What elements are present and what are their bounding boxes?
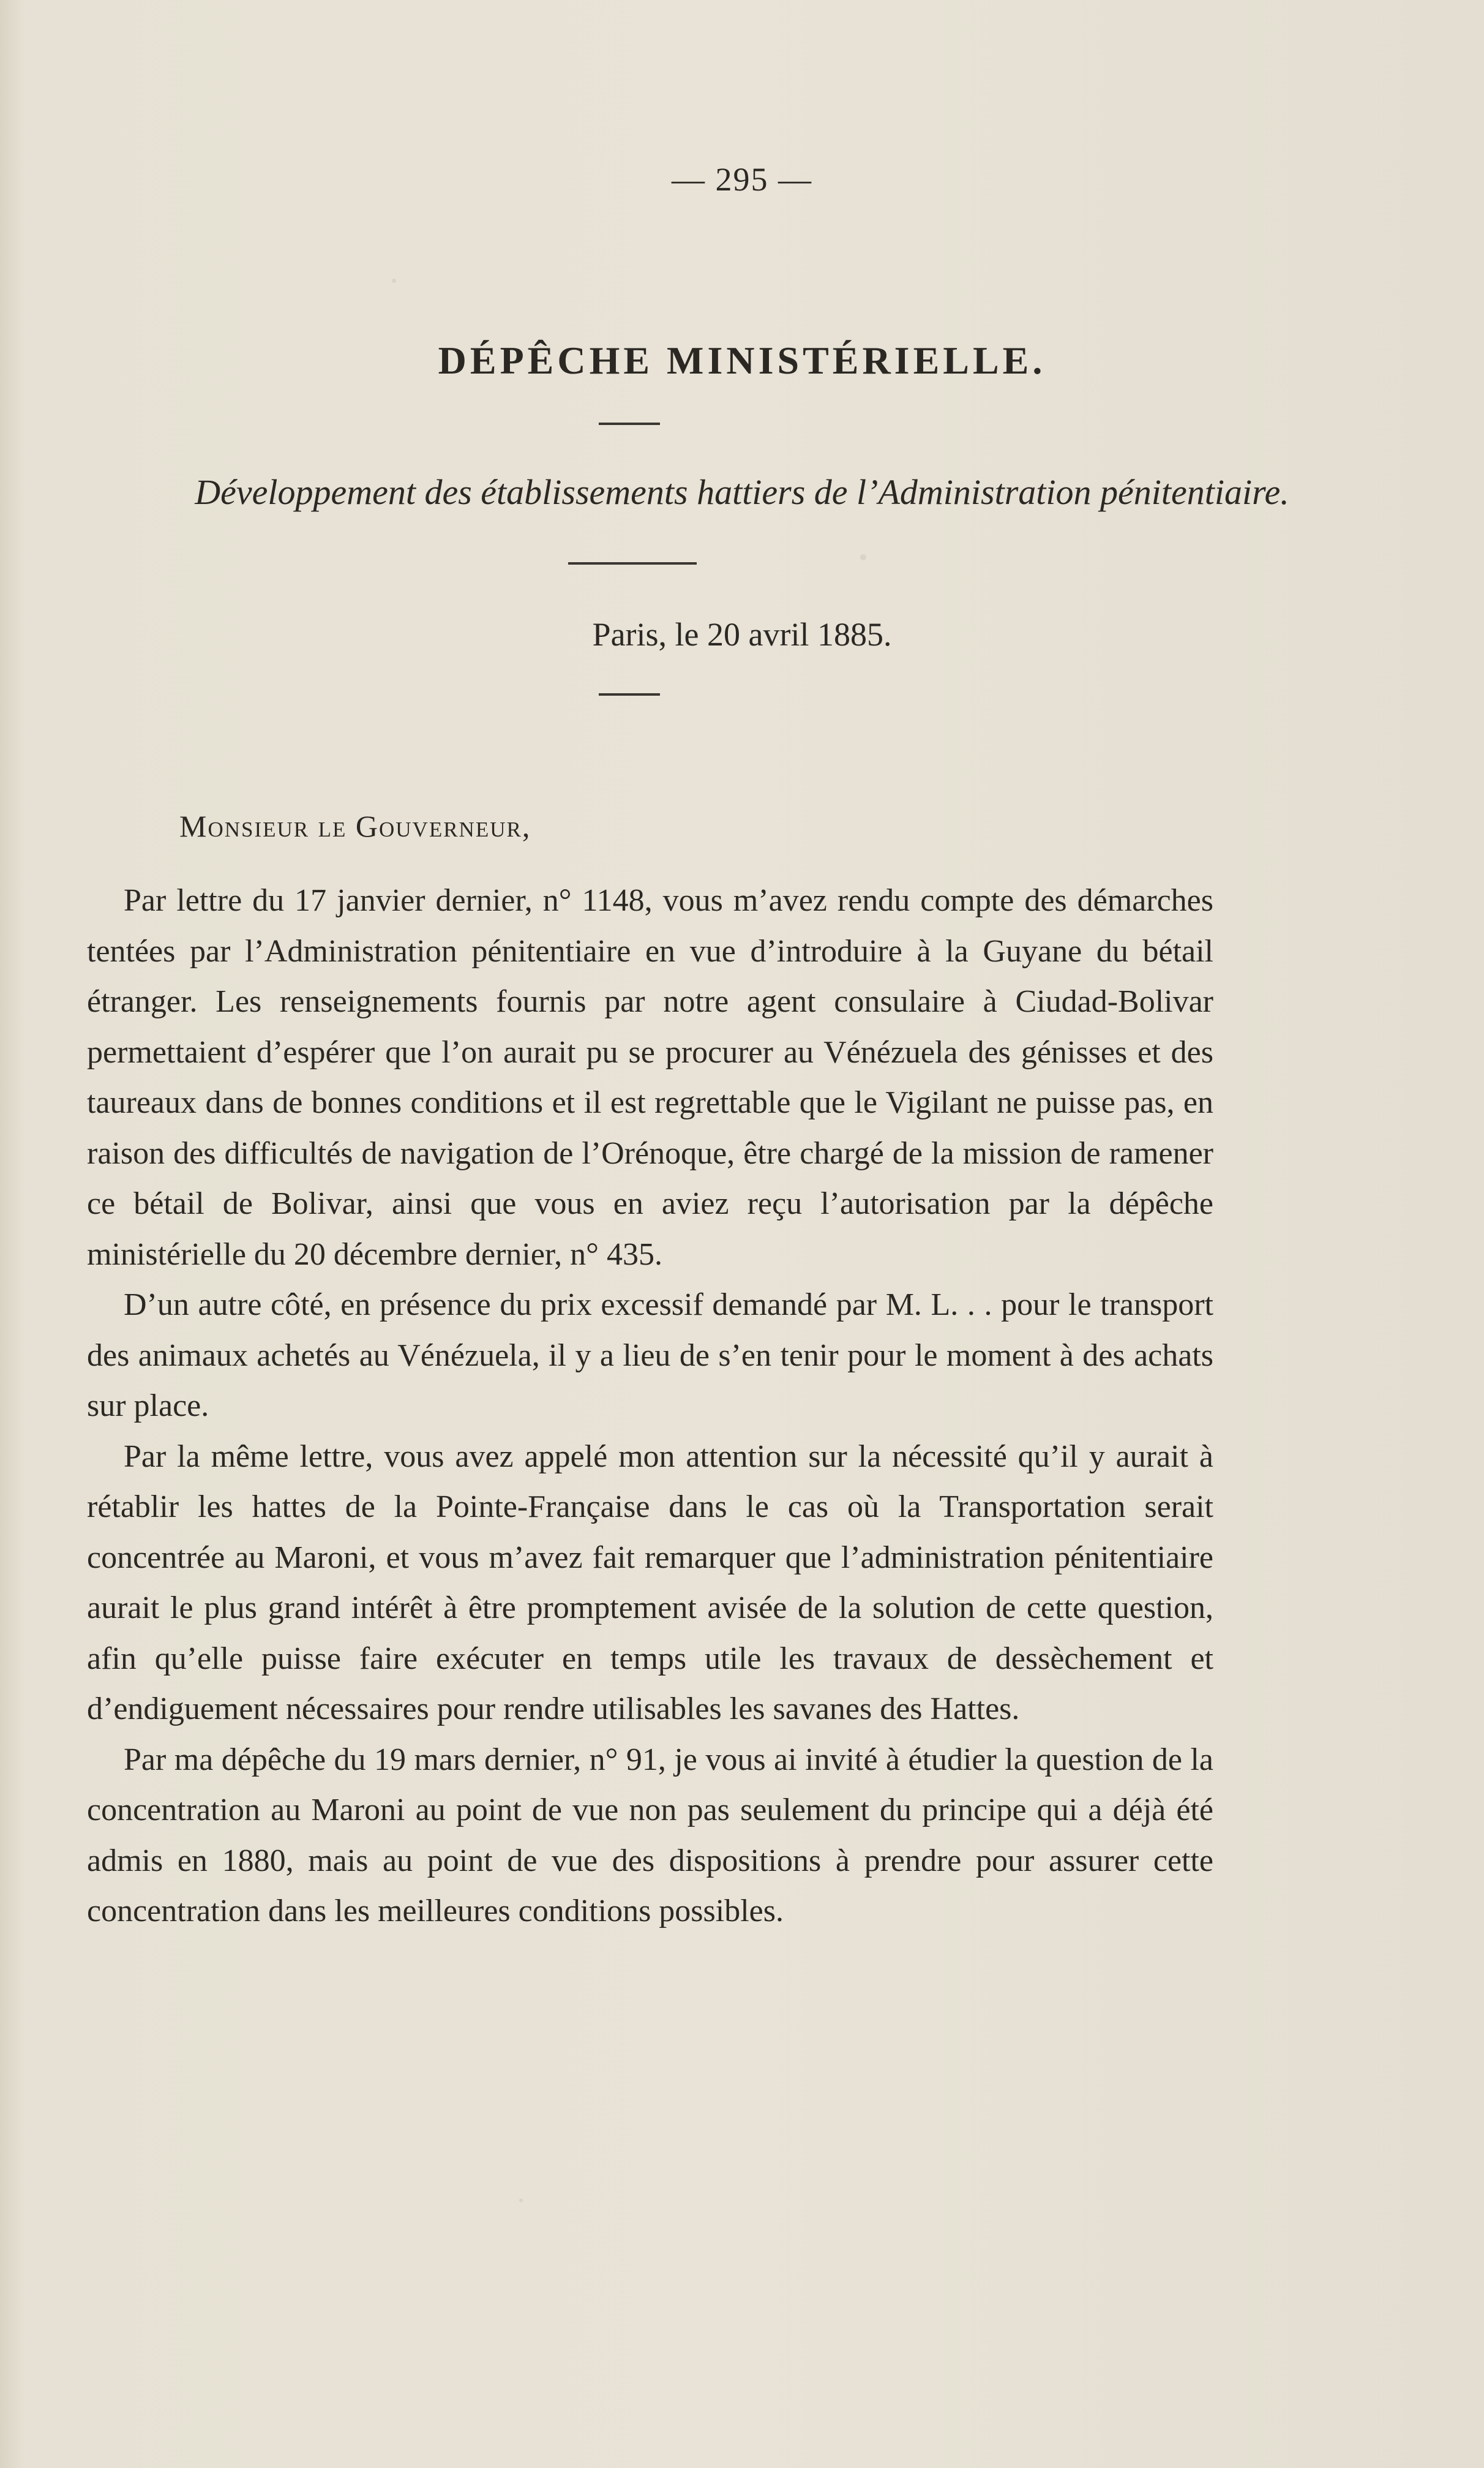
paragraph: Par ma dépêche du 19 mars dernier, n° 91, je vous ai invité à étudier la question de la concentration au Maroni au point de vue non pas seulement du principe qui a déjà été admis en 1880, mais au point de vue des dispositions à prendre pour assurer cette concentration dans les meilleures conditions possibles. bbox=[87, 1742, 1213, 1928]
dateline-divider bbox=[599, 693, 660, 696]
paper-smudge bbox=[392, 279, 396, 283]
paragraph: Par la même lettre, vous avez appelé mon attention sur la nécessité qu’il y aurait à rétablir les hattes de la Pointe-Française dans le cas où la Transportation serait concentrée au Maroni, et vous m’avez fait remarquer que l’administration pénitentiaire aurait le plus grand intérêt à être promptement avisée de la solution de cette question, afin qu’elle puisse faire exécuter en temps utile les travaux de dessèchement et d’endiguement nécessaires pour rendre utilisables les savanes des Hattes. bbox=[87, 1439, 1213, 1726]
salutation: Monsieur le Gouverneur, bbox=[179, 809, 531, 843]
page-number: — 295 — bbox=[672, 161, 812, 198]
dateline: Paris, le 20 avril 1885. bbox=[592, 616, 892, 653]
subtitle-divider bbox=[568, 562, 697, 565]
paragraph: D’un autre côté, en présence du prix excessif demandé par M. L. . . pour le transport des animaux achetés au Vénézuela, il y a lieu de s’en tenir pour le moment à des achats sur place. bbox=[87, 1287, 1213, 1423]
paragraph: Par lettre du 17 janvier dernier, n° 1148, vous m’avez rendu compte des démarches tentées par l’Administration pénitentiaire en vue d’introduire à la Guyane du bétail étranger. Les renseignements fournis par notre agent consulaire à Ciudad-Bolivar permettaient d’espérer que l’on aurait pu se procurer au Vénézuela des génisses et des taureaux dans de bonnes conditions et il est regrettable que le Vigilant ne puisse pas, en raison des difficultés de navigation de l’Orénoque, être chargé de la mission de ramener ce bétail de Bolivar, ainsi que vous en aviez reçu l’autorisation par la dépêche ministérielle du 20 décembre dernier, n° 435. bbox=[87, 883, 1213, 1272]
paper-smudge bbox=[860, 554, 866, 560]
document-subtitle: Développement des établissements hattiers de l’Administration pénitentiaire. bbox=[195, 472, 1289, 512]
document-title: DÉPÊCHE MINISTÉRIELLE. bbox=[438, 339, 1046, 382]
title-divider bbox=[599, 423, 660, 425]
paper-smudge bbox=[519, 2199, 523, 2202]
letter-body bbox=[87, 876, 1213, 1937]
